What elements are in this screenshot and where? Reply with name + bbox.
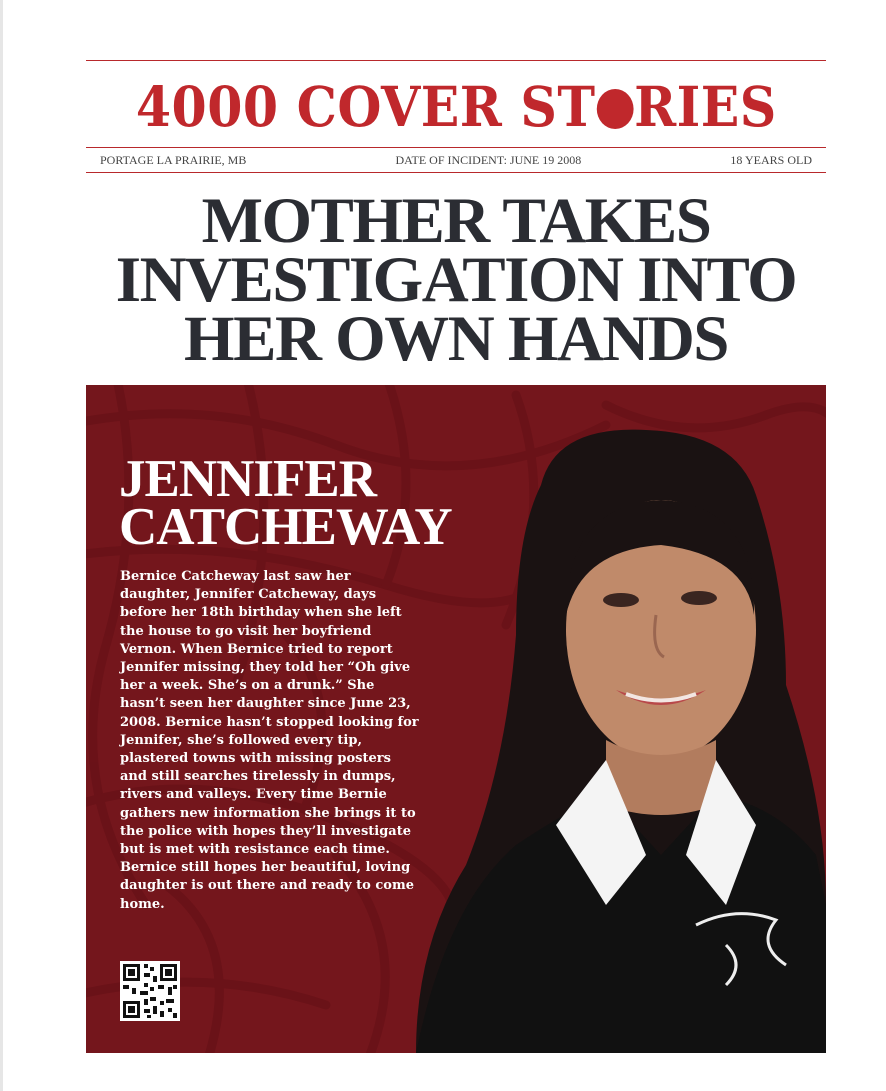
headline-line-3: HER OWN HANDS [184, 303, 728, 375]
location-text: PORTAGE LA PRAIRIE, MB [100, 152, 247, 167]
masthead [86, 66, 826, 146]
story-text: Bernice Catcheway last saw her daughter, Jennifer Catcheway, days before her 18th birthday when she left the house to go visit her boyfriend Vernon. When Bernice tried to report Jennifer missing, they told her “Oh give her a week. She’s on a drunk.” She hasn’t seen her daughter since June 23, 2008. Bernice hasn’t stopped looking for Jennifer, she’s followed every tip, plastered towns with missing posters and still searches tirelessly in dumps, rivers and valleys. Every time Bernie gathers new information she brings it to the police with hopes they’ll investigate but is met with resistance each time. Bernice still hopes her beautiful, loving daughter is out there and ready to come home. [120, 569, 419, 912]
person-name [119, 450, 519, 556]
meta-row [100, 151, 812, 169]
headline-line-1: MOTHER TAKES [201, 185, 711, 257]
masthead-title-part2: RIES [633, 73, 777, 139]
page-edge [0, 0, 3, 1091]
age-text: 18 YEARS OLD [730, 152, 812, 167]
masthead-bottom-rule [86, 147, 826, 148]
headline-line-2: INVESTIGATION INTO [115, 244, 797, 316]
qr-code-icon[interactable] [120, 961, 180, 1021]
person-name-line-2: CATCHEWAY [119, 498, 452, 556]
masthead-title-part1: 4000 COVER ST [135, 73, 596, 139]
incident-date-text: DATE OF INCIDENT: JUNE 19 2008 [395, 152, 582, 167]
headline [86, 185, 826, 375]
masthead-o-dot-icon [596, 89, 633, 129]
masthead-title [136, 74, 777, 139]
meta-bottom-rule [86, 172, 826, 173]
feature-panel [86, 385, 826, 1053]
person-name-line-1: JENNIFER [119, 450, 377, 508]
masthead-top-rule [86, 60, 826, 61]
